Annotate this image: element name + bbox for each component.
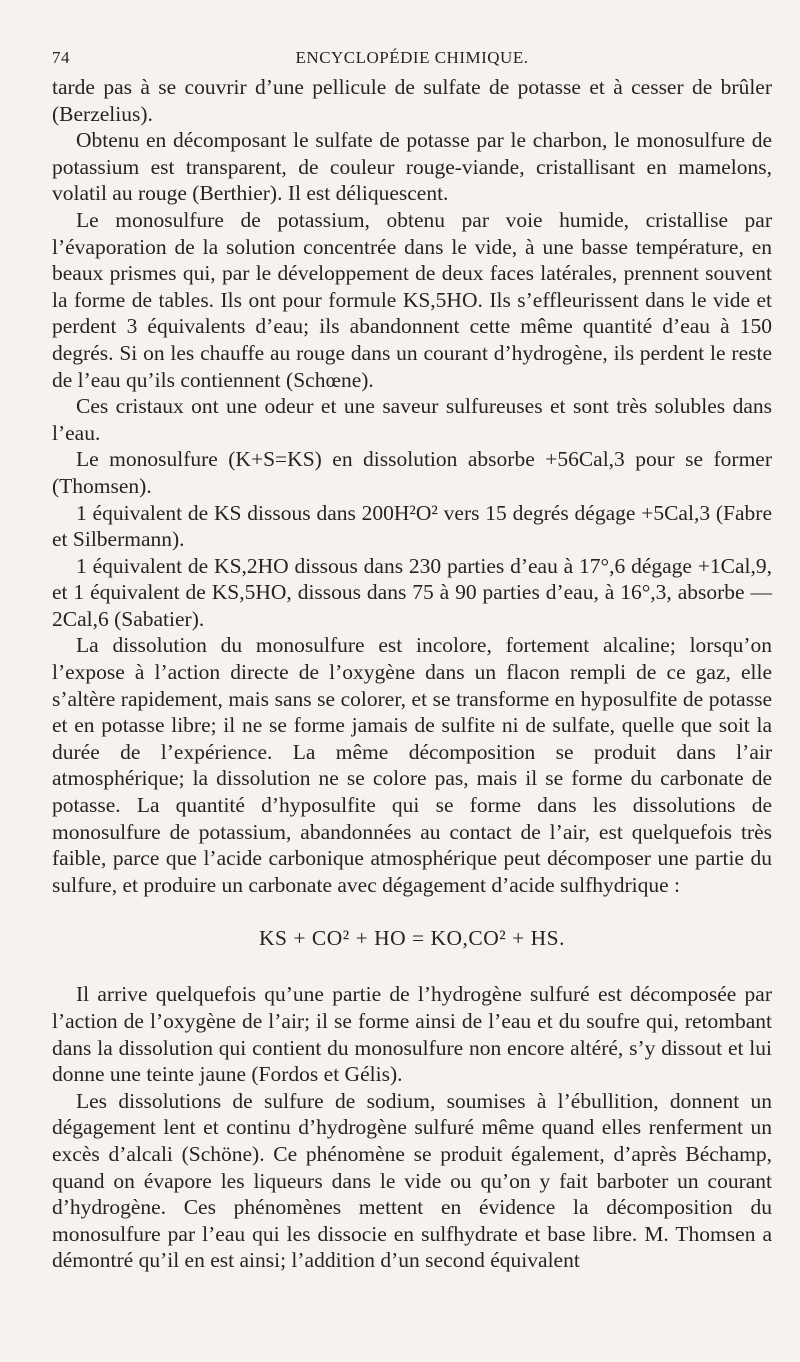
paragraph: La dissolution du monosulfure est incolore, fortement alcaline; lorsqu’on l’expose à l’action directe de l’oxygène dans un flacon rempli de ce gaz, elle s’altère rapidement, mais sans se colorer, et se transforme en hyposulfite de potasse et en potasse libre; il ne se forme jamais de sulfite ni de sulfate, quelle que soit la durée de l’expérience. La même décomposition se produit dans l’air atmosphérique; la dissolution ne se colore pas, mais il se forme du carbonate de potasse. La quantité d’hyposulfite qui se forme dans les dissolutions de monosulfure de potassium, abandonnées au contact de l’air, est quelquefois très faible, parce que l’acide carbonique atmosphérique peut décomposer une partie du sulfure, et produire un carbonate avec dégagement d’acide sulfhydrique :	[52, 633, 772, 897]
paragraph: tarde pas à se couvrir d’une pellicule de sulfate de potasse et à cesser de brûler (Berzelius).	[52, 75, 772, 126]
paragraph: 1 équivalent de KS,2HO dissous dans 230 parties d’eau à 17°,6 dégage +1Cal,9, et 1 équivalent de KS,5HO, dissous dans 75 à 90 parties d’eau, à 16°,3, absorbe —2Cal,6 (Sabatier).	[52, 553, 772, 631]
paragraph: 1 équivalent de KS dissous dans 200H²O² vers 15 degrés dégage +5Cal,3 (Fabre et Silbermann).	[52, 500, 772, 552]
running-title: ENCYCLOPÉDIE CHIMIQUE.	[295, 48, 529, 67]
body-text-before-equation	[52, 74, 772, 898]
page-number: 74	[52, 48, 70, 67]
body-text-after-equation	[52, 981, 772, 1274]
paragraph: Il arrive quelquefois qu’une partie de l’hydrogène sulfuré est décomposée par l’action de l’oxygène de l’air; il se forme ainsi de l’eau et du soufre qui, retombant dans la dissolution qui contient du monosulfure non encore altéré, s’y dissout et lui donne une teinte jaune (Fordos et Gélis).	[52, 982, 772, 1087]
paragraph: Obtenu en décomposant le sulfate de potasse par le charbon, le monosulfure de potassium est transparent, de couleur rouge-viande, cristallisant en mamelons, volatil au rouge (Berthier). Il est déliquescent.	[52, 128, 772, 206]
paragraph: Le monosulfure (K+S=KS) en dissolution absorbe +56Cal,3 pour se former (Thomsen).	[52, 447, 772, 498]
paragraph: Les dissolutions de sulfure de sodium, soumises à l’ébullition, donnent un dégagement lent et continu d’hydrogène sulfuré même quand elles renferment un excès d’alcali (Schöne). Ce phénomène se produit également, d’après Béchamp, quand on évapore les liqueurs dans le vide ou qu’on y fait barboter un courant d’hydrogène. Ces phénomènes mettent en évidence la décomposition du monosulfure par l’eau qui les dissocie en sulfhydrate et base libre. M. Thomsen a démontré qu’il en est ainsi; l’addition d’un second équivalent	[52, 1088, 772, 1273]
paragraph: Le monosulfure de potassium, obtenu par voie humide, cristallise par l’évaporation de la solution concentrée dans le vide, à une basse température, en beaux prismes qui, par le développement de deux faces latérales, prennent souvent la forme de tables. Ils ont pour formule KS,5HO. Ils s’effleurissent dans le vide et perdent 3 équivalents d’eau; ils abandonnent cette même quantité d’eau à 150 degrés. Si on les chauffe au rouge dans un courant d’hydrogène, ils perdent le reste de l’eau qu’ils contiennent (Schœne).	[52, 207, 772, 392]
chemical-equation: KS + CO² + HO = KO,CO² + HS.	[259, 926, 565, 951]
paragraph: Ces cristaux ont une odeur et une saveur sulfureuses et sont très solubles dans l’eau.	[52, 394, 772, 445]
page-header	[52, 40, 772, 74]
